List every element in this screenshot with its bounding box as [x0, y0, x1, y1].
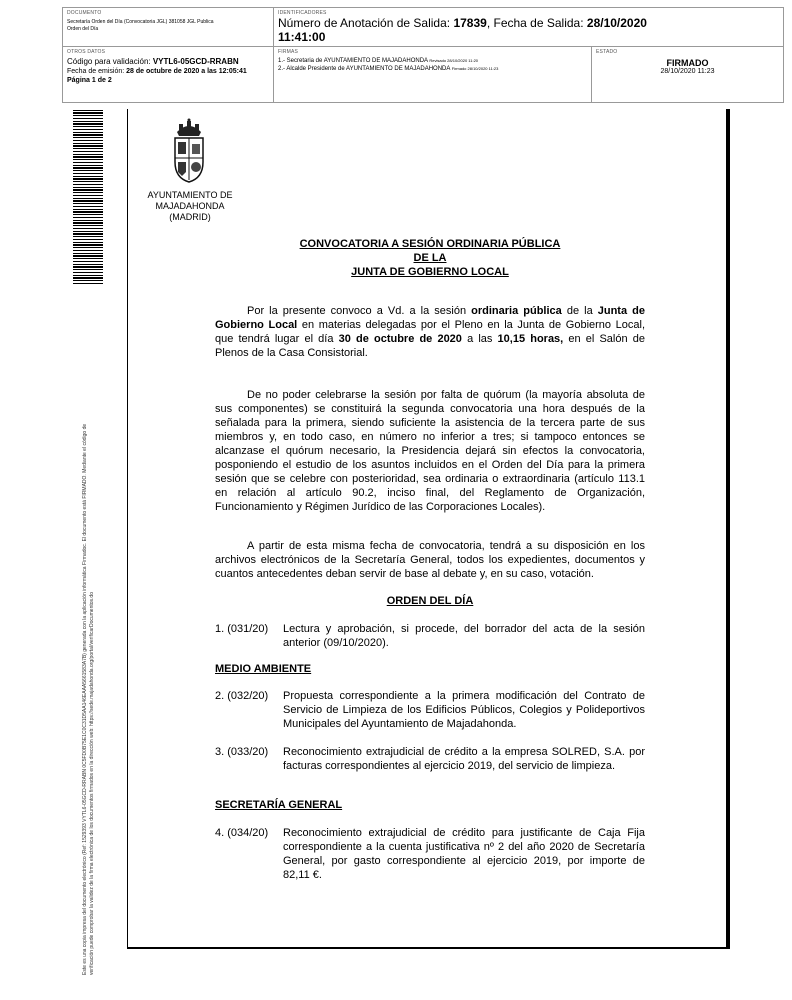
- p2-text: De no poder celebrarse la sesión por falta de quórum (la mayoría absoluta de sus componentes) se constituirá la segunda convocatoria una hora después de la señalada para la primera, siendo suficiente la asistencia de la tercera parte de sus miembros y, en todo caso, en número no inferior a tres; si tampoco entonces se alcanzase el quórum necesario, la Presidencia dejará sin efectos la convocatoria, posponiendo el estudio de los asuntos incluidos en el Orden del Día para la primera sesión que se celebre con posterioridad, sea ordinaria o extraordinaria (artículo 113.1 en relación al artículo 90.2, inciso final, del Reglamento de Organización, Funcionamiento y Régimen Jurídico de las Corporaciones Locales).: [215, 389, 645, 513]
- ayuntamiento-name: [140, 190, 240, 223]
- item-4-num: 4. (034/20): [215, 827, 269, 839]
- codigo-line: [67, 57, 269, 67]
- emision-fecha: 28 de octubre de 2020 a las 12:05:41: [126, 68, 247, 75]
- document-page-frame: [127, 109, 730, 949]
- estado-cell: [592, 47, 783, 102]
- identificadores-cell: [274, 8, 783, 47]
- p1-a: Por la presente convoco a Vd. a la sesión: [247, 305, 472, 317]
- anotacion-mid: , Fecha de Salida:: [486, 16, 587, 30]
- p1-g: a las: [461, 333, 498, 345]
- item-1-text: Lectura y aprobación, si procede, del borrador del acta de la sesión anterior (09/10/2020).: [283, 623, 645, 649]
- section-secretaria-general: SECRETARÍA GENERAL: [215, 799, 343, 811]
- orden-del-dia-title: ORDEN DEL DÍA: [386, 595, 474, 607]
- anotacion-hora: 11:41:00: [278, 30, 326, 44]
- barcode-image: [73, 110, 103, 286]
- documento-sub: Orden del Día: [67, 26, 99, 32]
- ayto-line-2: MAJADAHONDA: [155, 201, 225, 211]
- p1-e: en materias delegadas por el Pleno en la Junta de Gobierno Local, que tendrá lugar el día: [215, 319, 645, 345]
- agenda-item-2: [215, 689, 645, 731]
- section-medio-ambiente: MEDIO AMBIENTE: [215, 663, 312, 675]
- firma-2-meta: Firmado 28/10/2020 11:23: [451, 66, 499, 71]
- p3-text: A partir de esta misma fecha de convocatoria, tendrá a su disposición en los archivos electrónicos de la Secretaría General, todos los expedientes, documentos y cuantos antecedentes deban servir de base al debate y, en su caso, votación.: [215, 540, 645, 580]
- codigo-prefix: Código para validación:: [67, 57, 153, 66]
- item-4-text: Reconocimiento extrajudicial de crédito para justificante de Caja Fija correspondiente a la cuenta justificativa nº 2 del año 2020 de Secretaría General, por gasto correspondiente al ejercicio 2019, por importe de 82,11 €.: [283, 827, 645, 881]
- firmas-cell: [274, 47, 592, 102]
- emision-prefix: Fecha de emisión:: [67, 68, 127, 75]
- agenda-item-4: [215, 826, 645, 882]
- documento-cell: [63, 8, 274, 47]
- otros-datos-cell: [63, 47, 274, 102]
- codigo-validacion: VYTL6-05GCD-RRABN: [152, 57, 239, 66]
- paragraph-archivos: [215, 539, 645, 581]
- item-1-num: 1. (031/20): [215, 623, 269, 635]
- documento-text: Secretaría Orden del Día (Convocatoria JGL) 381058 JGL Publica: [67, 19, 214, 25]
- item-3-text: Reconocimiento extrajudicial de crédito a la empresa SOLRED, S.A. por facturas correspondientes al ejercicio 2019, del servicio de limpieza.: [283, 746, 645, 772]
- anotacion-num: 17839: [453, 16, 487, 30]
- item-3-num: 3. (033/20): [215, 746, 269, 758]
- firma-1: [278, 57, 587, 65]
- firmas-label: FIRMAS: [278, 49, 299, 55]
- documento-label: DOCUMENTO: [67, 10, 102, 16]
- title-line-1: CONVOCATORIA A SESIÓN ORDINARIA PÚBLICA: [299, 238, 561, 250]
- agenda-item-3: [215, 745, 645, 773]
- paragraph-quorum: [215, 388, 645, 514]
- p1-b: ordinaria pública: [471, 305, 562, 317]
- otros-label: OTROS DATOS: [67, 49, 106, 55]
- firma-2-text: 2.- Alcalde Presidente de AYUNTAMIENTO DE MAJADAHONDA: [278, 66, 451, 72]
- identificadores-label: IDENTIFICADORES: [278, 10, 327, 16]
- anotacion-text: [278, 16, 779, 44]
- side-text-1: Este es una copia impresa del documento electrónico (Ref: 1529393 VYTL6-05GCD-RRABN 0C5FD0B75E1C0C31D5AA146EAAA5661583A7B) generada con la aplicación informática Firmadoc. El documento está FIRMADO. Mediante el código de: [82, 423, 88, 975]
- estado-value: FIRMADO: [666, 58, 709, 68]
- estado-label: ESTADO: [596, 49, 618, 55]
- title-line-2: DE LA: [413, 252, 447, 264]
- paragraph-convocatoria: [215, 304, 645, 360]
- item-2-num: 2. (032/20): [215, 690, 269, 702]
- item-2-text: Propuesta correspondiente a la primera modificación del Contrato de Servicio de Limpieza de los Edificios Públicos, Colegios y Polideportivos Municipales del Ayuntamiento de Majadahonda.: [283, 690, 645, 730]
- side-verification-text: [82, 285, 96, 975]
- p1-h: 10,15 horas,: [497, 333, 564, 345]
- estado-fecha: 28/10/2020 11:23: [660, 68, 715, 75]
- p1-i: en el Salón de Plenos de la Casa Consistorial.: [215, 333, 645, 359]
- pagina: Página 1 de 2: [67, 77, 112, 84]
- firma-1-meta: Revisado 28/10/2020 11:20: [429, 58, 479, 63]
- p1-c: de la: [561, 305, 598, 317]
- title-line-3: JUNTA DE GOBIERNO LOCAL: [351, 266, 509, 278]
- p1-f: 30 de octubre de 2020: [338, 333, 462, 345]
- anotacion-prefix: Número de Anotación de Salida:: [278, 16, 454, 30]
- ayto-line-1: AYUNTAMIENTO DE: [147, 190, 233, 200]
- firma-2: [278, 65, 587, 73]
- anotacion-fecha: 28/10/2020: [586, 16, 647, 30]
- emision-line: [67, 67, 269, 76]
- coat-of-arms-icon: [165, 118, 213, 184]
- agenda-item-1: [215, 622, 645, 650]
- side-text-2: verificación puede comprobar la validez de la firma electrónica de los documentos firmados en la dirección web: https://sede.majadahonda.org/portal/verificarDocumentos.do: [89, 592, 95, 975]
- document-header: [62, 7, 784, 103]
- firma-1-text: 1.- Secretaria de AYUNTAMIENTO DE MAJADAHONDA: [278, 58, 428, 64]
- document-title: [215, 237, 645, 279]
- p1-d: Junta de Gobierno Local: [215, 305, 645, 331]
- ayto-line-3: (MADRID): [169, 212, 211, 222]
